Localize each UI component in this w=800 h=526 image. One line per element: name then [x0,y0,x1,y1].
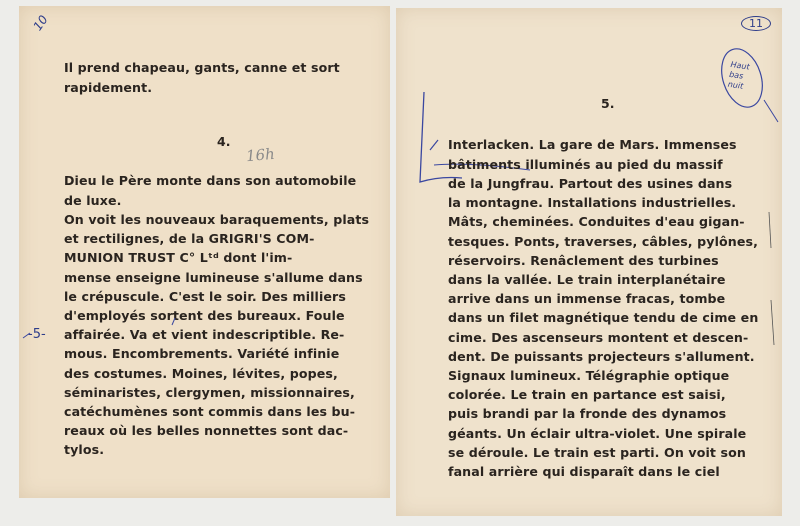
right-body-line-7: réservoirs. Renâclement des turbines [448,253,719,268]
right-body-line-4: la montagne. Installations industrielles. [448,195,737,210]
left-body-line-6: mense enseigne lumineuse s'allume dans [64,270,363,285]
right-body-line-11: cime. Des ascenseurs montent et descen- [448,330,749,345]
left-body-line-12: séminaristes, clergymen, missionnaires, [64,385,355,400]
left-body-line-5: MUNION TRUST C° Lᵗᵈ dont l'im- [64,250,293,265]
right-body-line-10: dans un filet magnétique tendu de cime en [448,310,759,325]
right-circled-note: Haut bas nuit [727,59,751,91]
left-body-line-1: Dieu le Père monte dans son automobile [64,173,357,188]
left-margin-mark: -5- [28,327,46,342]
left-body-line-10: mous. Encombrements. Variété infinie [64,346,340,361]
left-body-line-7: le crépuscule. C'est le soir. Des milliers [64,289,346,304]
right-body-line-2: bâtiments illuminés au pied du massif [448,157,723,172]
left-body-line-9: affairée. Va et vient indescriptible. Re- [64,327,345,342]
left-body-line-4: et rectilignes, de la GRIGRI'S COM- [64,231,315,246]
left-body-line-3: On voit les nouveaux baraquements, plats [64,212,370,227]
right-body-line-14: colorée. Le train en partance est saisi, [448,387,726,402]
right-body-line-5: Mâts, cheminées. Conduites d'eau gigan- [448,214,745,229]
left-body-line-15: tylos. [64,442,105,457]
right-body-line-16: géants. Un éclair ultra-violet. Une spirale [448,426,747,441]
left-body-line-8: d'employés sortent des bureaux. Foule [64,308,345,323]
left-folio-mark: 10 [30,12,51,34]
left-body-line-2: de luxe. [64,193,122,208]
right-body-line-8: dans la vallée. Le train interplanétaire [448,272,726,287]
left-body-line-11: des costumes. Moines, lévites, popes, [64,366,338,381]
right-body-line-3: de la Jungfrau. Partout des usines dans [448,176,733,191]
left-opening-line-2: rapidement. [64,80,153,95]
left-section-number: 4. [217,134,231,149]
left-opening-line-1: Il prend chapeau, gants, canne et sort [64,60,340,75]
left-body-line-14: reaux où les belles nonnettes sont dac- [64,423,349,438]
left-pencil-note: 16h [245,144,276,166]
right-folio-mark: 11 [741,16,771,31]
right-body-line-1: Interlacken. La gare de Mars. Immenses [448,137,737,152]
right-body-line-6: tesques. Ponts, traverses, câbles, pylônes, [448,234,758,249]
right-body-line-13: Signaux lumineux. Télégraphie optique [448,368,730,383]
right-body-line-18: fanal arrière qui disparaît dans le ciel [448,464,720,479]
left-body-line-13: catéchumènes sont commis dans les bu- [64,404,356,419]
right-section-number: 5. [601,96,615,111]
right-body-line-17: se déroule. Le train est parti. On voit son [448,445,746,460]
right-body-line-12: dent. De puissants projecteurs s'allument. [448,349,755,364]
right-body-line-9: arrive dans un immense fracas, tombe [448,291,726,306]
right-body-line-15: puis brandi par la fronde des dynamos [448,406,727,421]
